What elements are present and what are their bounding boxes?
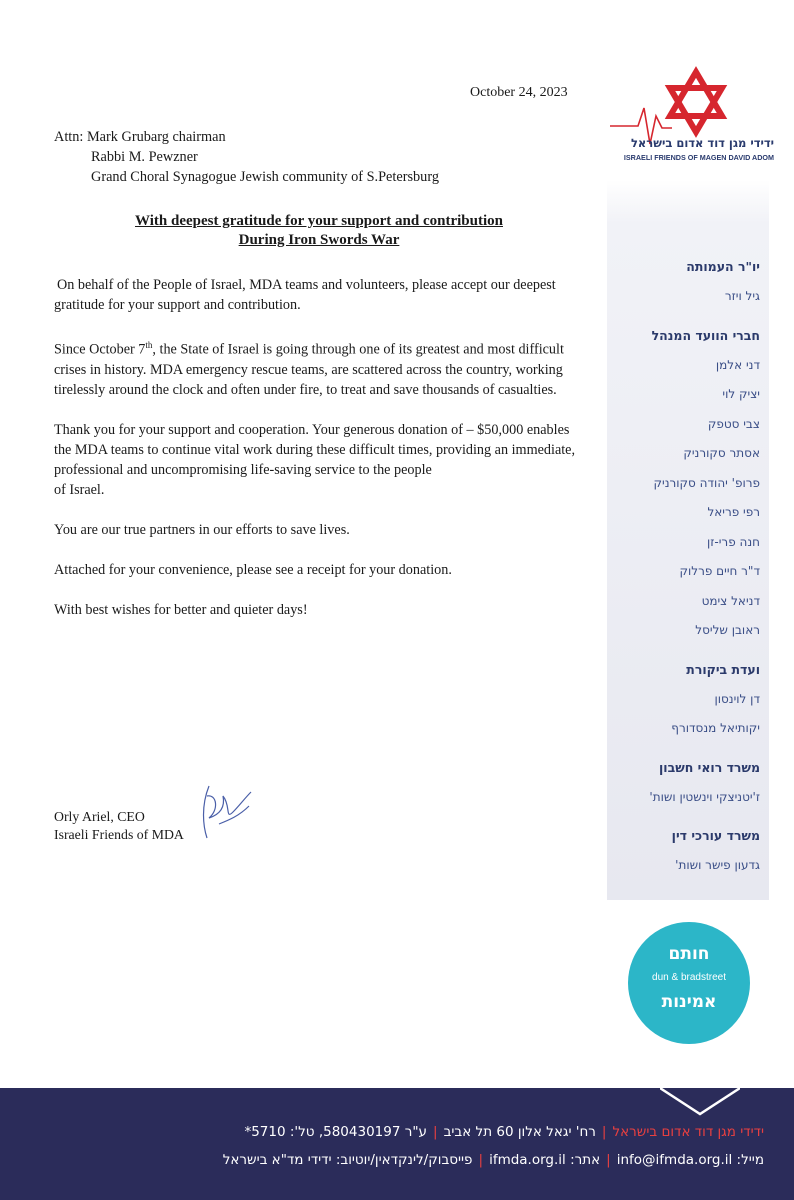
signature-icon — [195, 776, 255, 846]
paragraph — [54, 335, 584, 400]
recipient-block — [54, 127, 439, 187]
member-name: ד"ר חיים פרלוק — [679, 564, 760, 578]
section-title: יו"ר העמותה — [686, 259, 760, 274]
member-name: ז'יטניצקי וינשטין ושות' — [649, 789, 760, 804]
member-name: גיל ויזר — [724, 289, 760, 303]
footer-email[interactable]: מייל: info@ifmda.org.il — [616, 1152, 764, 1168]
footer-address: רח' יגאל אלון 60 תל אביב — [443, 1124, 596, 1140]
member-name: צבי סטפק — [707, 416, 760, 431]
signer-org: Israeli Friends of MDA — [54, 827, 184, 842]
footer-chevron-icon — [660, 1084, 740, 1118]
paragraph-text: of Israel. — [54, 481, 105, 498]
badge-middle-text: dun & bradstreet — [652, 972, 726, 983]
member-name: יציק לוי — [722, 387, 760, 401]
letter-body — [54, 275, 584, 640]
section-title: חברי הוועד המנהל — [651, 327, 760, 343]
badge-top-text: חותם — [668, 944, 710, 964]
board-list — [610, 252, 760, 890]
member-name: דניאל צימט — [701, 593, 760, 608]
lawyers-group — [610, 821, 760, 881]
footer-org-name: ידידי מגן דוד אדום בישראל — [612, 1124, 764, 1140]
signature-block — [54, 808, 184, 844]
logo-hebrew-text: ידידי מגן דוד אדום בישראל — [630, 136, 774, 150]
member-name: פרופ' יהודה סקורניק — [653, 475, 760, 490]
board-group — [610, 321, 760, 646]
section-title: משרד עורכי דין — [671, 828, 760, 843]
recipient-line: Attn: Mark Grubarg chairman — [54, 129, 226, 145]
member-name: יקותיאל מנסדורף — [671, 721, 760, 735]
member-name: חנה פרי-זן — [706, 534, 760, 549]
footer-registration: ע"ר 580430197, טל': 5710* — [244, 1124, 428, 1140]
paragraph: You are our true partners in our efforts to save lives. — [54, 521, 350, 538]
footer-social: פייסבוק/לינקדאין/יוטיוב: ידידי מד"א בישראל — [222, 1152, 473, 1168]
paragraph — [54, 420, 584, 500]
member-name: אסתר סקורניק — [683, 446, 760, 460]
trust-seal-badge — [628, 922, 750, 1044]
member-name: ראובן שליסל — [695, 623, 760, 637]
member-name: רפי פריאל — [707, 505, 760, 519]
paragraph: On behalf of the People of Israel, MDA teams and volunteers, please accept our deepest gratitude for your support and contribution. — [54, 277, 556, 313]
paragraph-text: Thank you for your support and cooperation. Your generous donation of – $50,000 enables the MDA teams to continue vital work during these difficult times, providing an immediate, professional and uncompromising life-saving service to the people — [54, 421, 576, 478]
accountants-group — [610, 753, 760, 813]
footer-website[interactable]: אתר: ifmda.org.il — [489, 1152, 601, 1168]
recipient-line: Grand Choral Synagogue Jewish community of S.Petersburg — [91, 169, 439, 185]
section-title: משרד רואי חשבון — [659, 759, 760, 775]
recipient-line: Rabbi M. Pewzner — [91, 149, 198, 165]
audit-group — [610, 655, 760, 744]
heading-line: With deepest gratitude for your support and contribution — [135, 213, 503, 229]
paragraph-text: Since October 7 — [54, 341, 146, 358]
member-name: דני אלמן — [715, 357, 760, 372]
member-name: דן לוינסון — [714, 691, 760, 706]
footer-contact — [14, 1118, 764, 1174]
logo-english-text: ISRAELI FRIENDS OF MAGEN DAVID ADOM — [623, 153, 774, 162]
badge-bottom-text: אמינות — [661, 992, 717, 1012]
letter-heading — [54, 212, 584, 250]
paragraph-text: , the State of Israel is going through one of its greatest and most difficult crises in history. MDA emergency rescue teams, are scattered across the country, working tirelessly around the clock and often under fire, to treat and save thousands of casualties. — [54, 341, 564, 398]
member-name: גדעון פישר ושות' — [675, 858, 760, 872]
heading-line: During Iron Swords War — [238, 232, 400, 248]
star-of-david-icon — [670, 72, 722, 132]
superscript: th — [145, 340, 153, 350]
chair-group — [610, 252, 760, 312]
section-title: ועדת ביקורת — [686, 661, 760, 677]
paragraph: Attached for your convenience, please see a receipt for your donation. — [54, 561, 452, 578]
paragraph: With best wishes for better and quieter days! — [54, 601, 308, 618]
footer-line-1: ידידי מגן דוד אדום בישראל|רח' יגאל אלון 60 תל אביב|ע"ר 580430197, טל': 5710* — [244, 1124, 764, 1140]
letter-date: October 24, 2023 — [470, 85, 568, 100]
signer-name: Orly Ariel, CEO — [54, 809, 145, 824]
footer-line-2: מייל: info@ifmda.org.il|אתר: ifmda.org.il|פייסבוק/לינקדאין/יוטיוב: ידידי מד"א בישראל — [222, 1152, 764, 1168]
